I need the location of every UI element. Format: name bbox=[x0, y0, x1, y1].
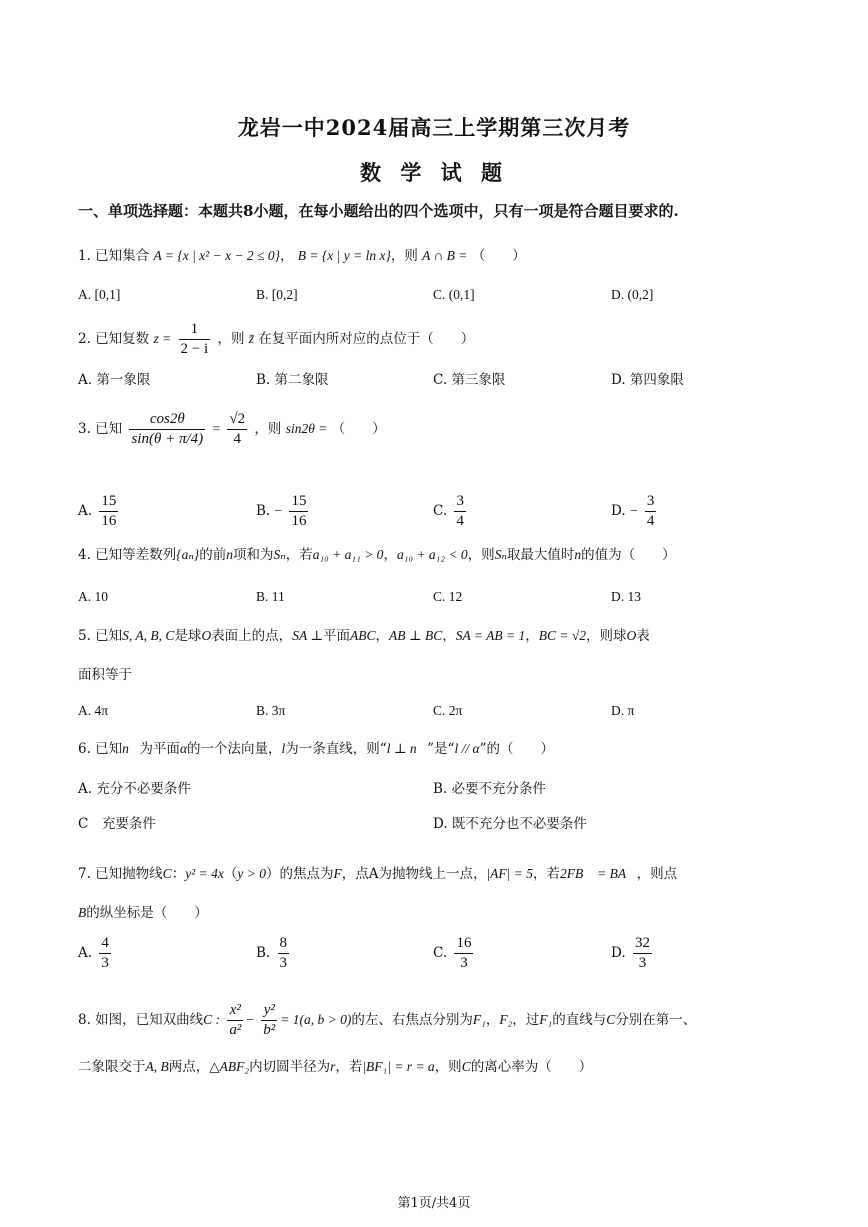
question-2: 2. 已知复数 z = $\frac{1}{2 - i}$ ，则 z̄ 在复平面内所对应的点位于（ ） bbox=[78, 321, 475, 357]
q4-option-b[interactable]: B. 11 bbox=[256, 589, 285, 604]
q2-fraction: $\frac{1}{2 - i}$ bbox=[180, 321, 209, 357]
question-8-line2: 二象限交于A, B两点，△ABF₂内切圆半径为r，若|BF₁| = r = a，则C的离心率为（ ） bbox=[78, 1059, 593, 1075]
q3-rhs-fraction: $\frac{√2}{4}$ bbox=[229, 411, 246, 447]
q2-option-c[interactable]: C. 第三象限 bbox=[433, 372, 506, 388]
q4-option-d[interactable]: D. 13 bbox=[611, 589, 641, 604]
q1-option-b[interactable]: B. [0,2] bbox=[256, 287, 298, 302]
q2-option-b[interactable]: B. 第二象限 bbox=[256, 372, 329, 388]
q5-option-b[interactable]: B. 3π bbox=[256, 703, 286, 718]
q5-option-c[interactable]: C. 2π bbox=[433, 703, 463, 718]
question-7: 7. 已知抛物线C：y² = 4x（y > 0）的焦点为F，点A为抛物线上一点，|AF| = 5，若2FB⃗ = BA⃗，则点 bbox=[78, 866, 678, 882]
q3-lhs-fraction: $\frac{\cos 2\theta}{\sin(\theta + \pi/4)}$ bbox=[131, 411, 204, 447]
q1-option-a[interactable]: A. [0,1] bbox=[78, 287, 121, 302]
q6-option-d[interactable]: D. 既不充分也不必要条件 bbox=[433, 816, 587, 832]
page-footer: 第1页/共4页 bbox=[397, 1196, 471, 1211]
q6-option-a[interactable]: A. 充分不必要条件 bbox=[78, 781, 191, 797]
q4-option-c[interactable]: C. 12 bbox=[433, 589, 463, 604]
question-4: 4. 已知等差数列{aₙ}的前n项和为Sₙ，若a₁₀ + a₁₁ > 0，a₁₀ + a₁₂ < 0，则Sₙ取最大值时n的值为（ ） bbox=[78, 547, 676, 563]
q5-option-d[interactable]: D. π bbox=[611, 703, 635, 718]
exam-subtitle: 数 学 试 题 bbox=[360, 160, 508, 185]
q7-option-d[interactable]: D. $\frac{32}{3}$ bbox=[611, 935, 650, 971]
exam-title: 龙岩一中2024届高三上学期第三次月考 bbox=[237, 115, 631, 140]
q3-option-a[interactable]: A. $\frac{15}{16}$ bbox=[78, 493, 117, 529]
section-heading: 一、单项选择题：本题共8小题，在每小题给出的四个选项中，只有一项是符合题目要求的. bbox=[78, 202, 679, 220]
question-3: 3. 已知 $\frac{\cos 2\theta}{\sin(\theta + \pi/4)}$ = $\frac{√2}{4}$ ，则 sin2θ = （ ） bbox=[78, 411, 386, 447]
q6-option-c[interactable]: C 充要条件 bbox=[78, 816, 156, 832]
question-1: 1. 已知集合 A = {x | x² − x − 2 ≤ 0}， B = {x | y = ln x}，则 A ∩ B = （ ） bbox=[78, 248, 526, 264]
q3-option-b[interactable]: B. − $\frac{15}{16}$ bbox=[256, 493, 307, 529]
question-6: 6. 已知n⃗为平面α的一个法向量，l为一条直线，则“l ⊥ n⃗”是“l // α”的（ ） bbox=[78, 741, 554, 757]
question-5: 5. 已知S, A, B, C是球O表面上的点，SA ⊥平面ABC，AB ⊥ BC，SA = AB = 1，BC = √2，则球O表 bbox=[78, 628, 650, 644]
q1-option-d[interactable]: D. (0,2] bbox=[611, 287, 654, 302]
q3-option-d[interactable]: D. − $\frac{3}{4}$ bbox=[611, 493, 655, 529]
q1-option-c[interactable]: C. (0,1] bbox=[433, 287, 475, 302]
question-5-line2: 面积等于 bbox=[78, 667, 132, 683]
q7-option-c[interactable]: C. $\frac{16}{3}$ bbox=[433, 935, 472, 971]
q4-option-a[interactable]: A. 10 bbox=[78, 589, 108, 604]
q2-option-a[interactable]: A. 第一象限 bbox=[78, 372, 151, 388]
q5-option-a[interactable]: A. 4π bbox=[78, 703, 109, 718]
q7-option-b[interactable]: B. $\frac{8}{3}$ bbox=[256, 935, 288, 971]
question-7-line2: B的纵坐标是（ ） bbox=[78, 905, 208, 921]
q7-option-a[interactable]: A. $\frac{4}{3}$ bbox=[78, 935, 109, 971]
question-8: 8. 如图，已知双曲线C : $\frac{\text{x²}}{\text{a²}}$ − $\frac{\text{y²}}{\text{b²}}$ = 1(a, b > 0)的左、右焦点分别为F₁，F₂，过F₁的直线与C分别在第一、 bbox=[78, 1002, 697, 1038]
q3-option-c[interactable]: C. $\frac{3}{4}$ bbox=[433, 493, 464, 529]
q6-option-b[interactable]: B. 必要不充分条件 bbox=[433, 781, 547, 797]
q2-option-d[interactable]: D. 第四象限 bbox=[611, 372, 684, 388]
